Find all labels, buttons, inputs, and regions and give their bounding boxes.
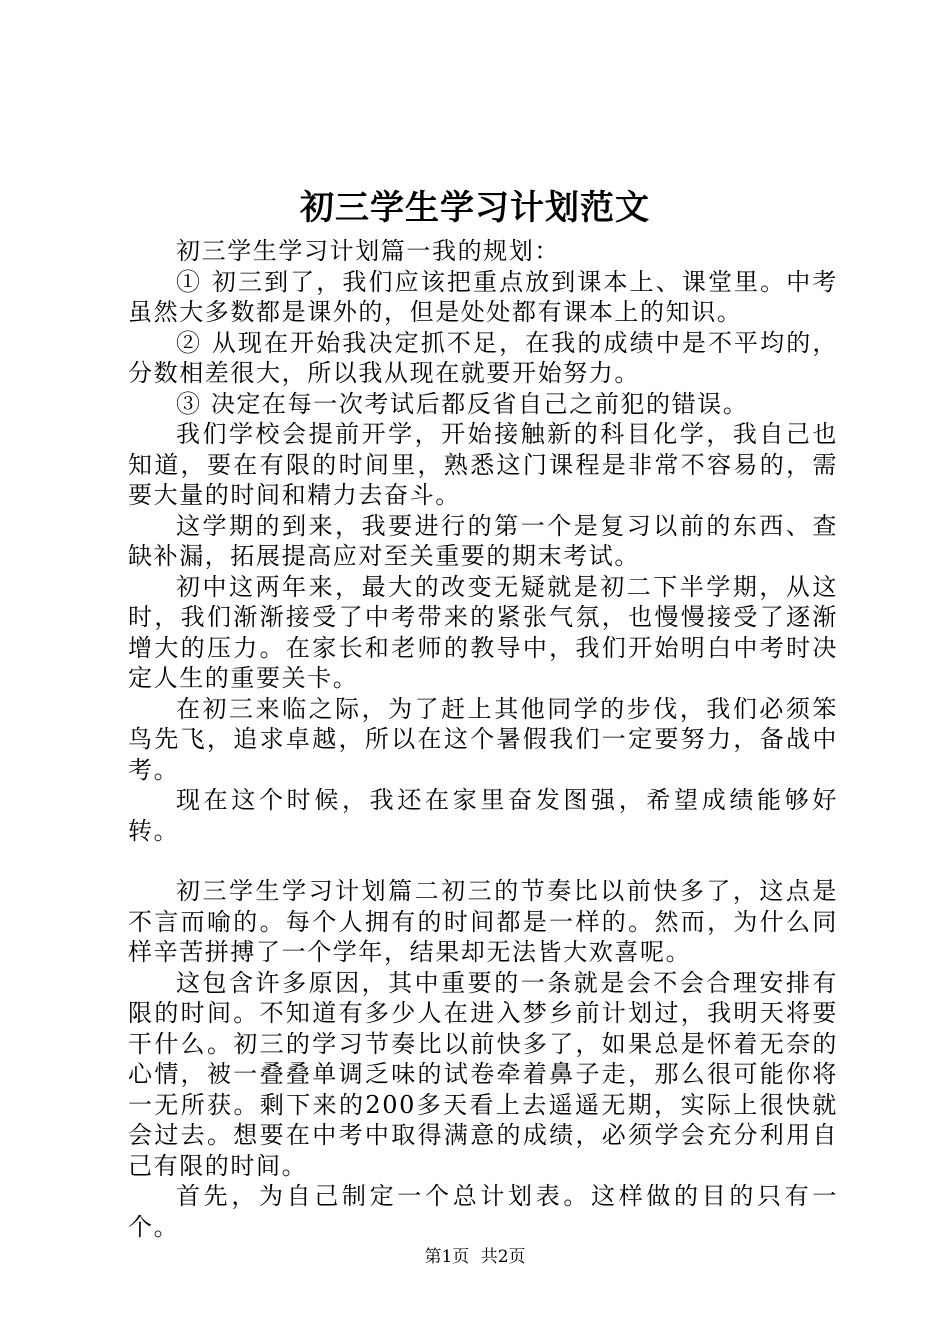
paragraph-semester-review: 这学期的到来，我要进行的第一个是复习以前的东西、查缺补漏，拓展提高应对至关重要的期末考试。 xyxy=(128,511,838,570)
paragraph-time-management: 这包含许多原因，其中重要的一条就是会不会合理安排有限的时间。不知道有多少人在进入梦乡前计划过，我明天将要干什么。初三的学习节奏比以前快多了，如果总是怀着无奈的心情，被一叠叠单调乏味的试卷牵着鼻子走，那么很可能你将一无所获。剩下来的200多天看上去遥遥无期，实际上很快就会过去。想要在中考中取得满意的成绩，必须学会充分利用自己有限的时间。 xyxy=(128,968,838,1180)
paragraph-item-2: ② 从现在开始我决定抓不足，在我的成绩中是不平均的，分数相差很大，所以我从现在就要开始努力。 xyxy=(128,328,838,387)
paragraph-two-years: 初中这两年来，最大的改变无疑就是初二下半学期，从这时，我们渐渐接受了中考带来的紧张气氛，也慢慢接受了逐渐增大的压力。在家长和老师的教导中，我们开始明白中考时决定人生的重要关卡。 xyxy=(128,572,838,692)
page-number-total: 共2页 xyxy=(480,1247,526,1267)
paragraph-grade-three: 在初三来临之际，为了赶上其他同学的步伐，我们必须笨鸟先飞，追求卓越，所以在这个暑假我们一定要努力，备战中考。 xyxy=(128,694,838,784)
paragraph-at-home: 现在这个时候，我还在家里奋发图强，希望成绩能够好转。 xyxy=(128,786,838,845)
paragraph-first-plan: 首先，为自己制定一个总计划表。这样做的目的只有一个。 xyxy=(128,1182,838,1241)
paragraph-item-1: ① 初三到了，我们应该把重点放到课本上、课堂里。中考虽然大多数都是课外的，但是处处都有课本上的知识。 xyxy=(128,267,838,326)
document-body xyxy=(128,236,838,1242)
document-title: 初三学生学习计划范文 xyxy=(300,188,650,228)
paragraph-chemistry: 我们学校会提前开学，开始接触新的科目化学，我自己也知道，要在有限的时间里，熟悉这门课程是非常不容易的，需要大量的时间和精力去奋斗。 xyxy=(128,420,838,509)
paragraph-item-3: ③ 决定在每一次考试后都反省自己之前犯的错误。 xyxy=(176,389,749,418)
page-footer xyxy=(0,1246,950,1268)
paragraph-spacer xyxy=(128,846,838,876)
paragraph-plan-one-heading: 初三学生学习计划篇一我的规划： xyxy=(176,237,560,265)
page-number-current: 第1页 xyxy=(424,1247,470,1267)
paragraph-plan-two-intro: 初三学生学习计划篇二初三的节奏比以前快多了，这点是不言而喻的。每个人拥有的时间都是一样的。然而，为什么同样辛苦拼搏了一个学年，结果却无法皆大欢喜呢。 xyxy=(128,877,838,966)
